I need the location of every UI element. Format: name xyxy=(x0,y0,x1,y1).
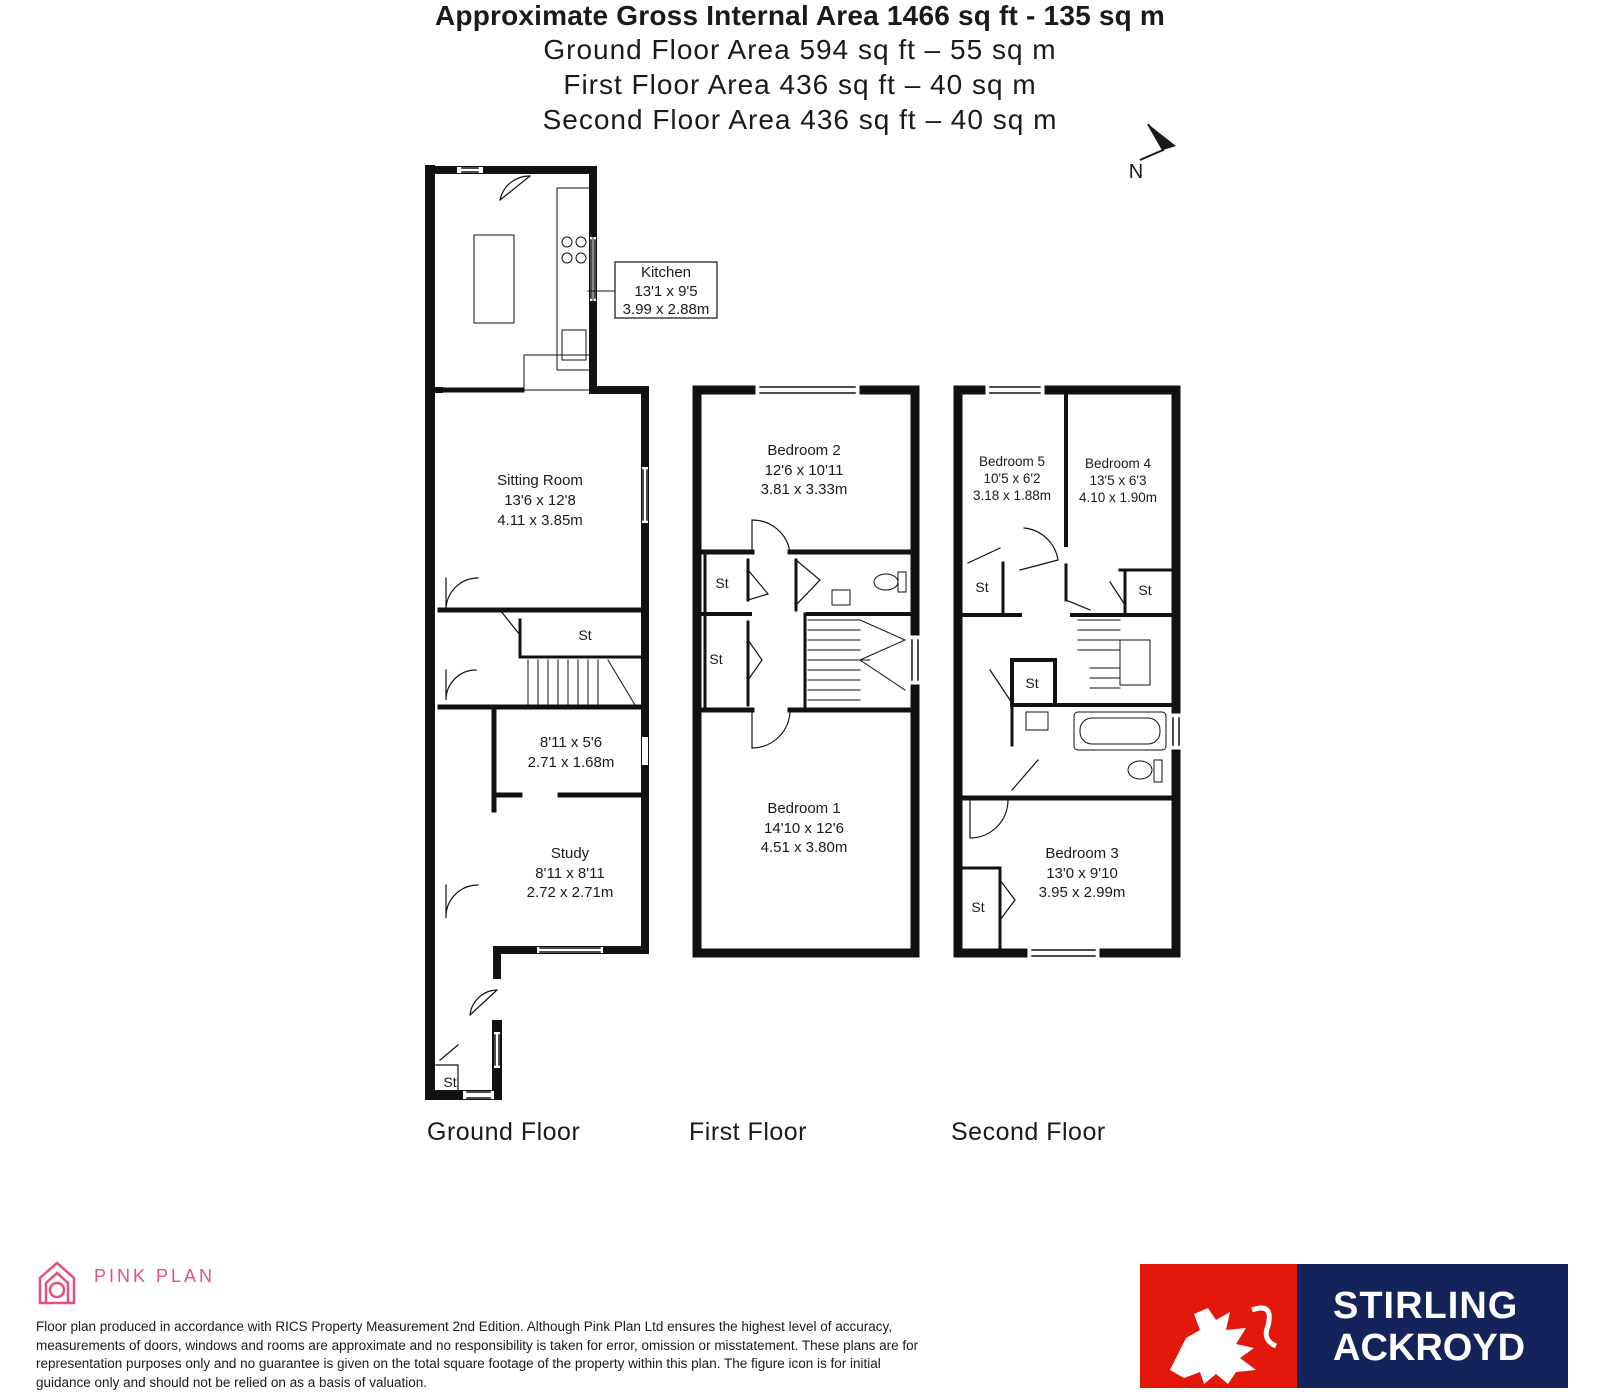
second-floor-label: Second Floor xyxy=(951,1118,1106,1146)
logo-navy-panel xyxy=(1297,1264,1568,1388)
bedroom-5-metric: 3.18 x 1.88m xyxy=(972,488,1052,503)
sitting-room-metric: 4.11 x 3.85m xyxy=(497,512,583,529)
utility-imperial: 8'11 x 5'6 xyxy=(539,734,603,751)
bedroom-5-imperial: 10'5 x 6'2 xyxy=(983,471,1041,486)
bedroom-5-name: Bedroom 5 xyxy=(978,454,1046,469)
first-floor-labels xyxy=(709,442,847,856)
utility-metric: 2.71 x 1.68m xyxy=(527,754,615,771)
bedroom-4-metric: 4.10 x 1.90m xyxy=(1078,490,1158,505)
first-floor-area: First Floor Area 436 sq ft – 40 sq m xyxy=(563,69,1037,100)
kitchen-name: Kitchen xyxy=(640,264,692,281)
storage-label: St xyxy=(1138,582,1152,598)
bedroom-3-metric: 3.95 x 2.99m xyxy=(1038,884,1126,901)
kitchen-metric: 3.99 x 2.88m xyxy=(622,301,710,318)
bedroom-3-imperial: 13'0 x 9'10 xyxy=(1046,865,1118,882)
sitting-room-imperial: 13'6 x 12'8 xyxy=(504,492,576,509)
bedroom-4-name: Bedroom 4 xyxy=(1084,456,1152,471)
agent-name-line-2: ACKROYD xyxy=(1333,1327,1526,1369)
kitchen-imperial: 13'1 x 9'5 xyxy=(634,283,698,300)
storage-label: St xyxy=(975,579,989,595)
bedroom-1-metric: 4.51 x 3.80m xyxy=(760,839,848,856)
bedroom-2-imperial: 12'6 x 10'11 xyxy=(764,462,844,479)
storage-label: St xyxy=(578,627,592,643)
first-floor-label: First Floor xyxy=(689,1118,807,1146)
bedroom-1-imperial: 14'10 x 12'6 xyxy=(764,820,844,837)
gross-area-title: Approximate Gross Internal Area 1466 sq ft - 135 sq m xyxy=(434,0,1166,31)
storage-label: St xyxy=(709,651,723,667)
ground-floor-label: Ground Floor xyxy=(427,1118,581,1146)
study-name: Study xyxy=(550,845,590,862)
north-arrow-icon xyxy=(1129,124,1176,183)
stirling-ackroyd-logo xyxy=(1140,1264,1568,1388)
pink-plan-wordmark: PINK PLAN xyxy=(94,1266,216,1286)
study-imperial: 8'11 x 8'11 xyxy=(535,865,605,882)
disclaimer-text: Floor plan produced in accordance with RICS Property Measurement 2nd Edition. Although Pink Plan Ltd ensures the highest level of accuracy, measurements of doors, windows and rooms are approximate and no responsibility is taken for error, omission or misstatement. These plans are for representation purposes only and no guarantee is given on the total square footage of the property within this plan. The figure icon is for initial guidance only and should not be relied on as a basis of valuation. xyxy=(36,1319,919,1390)
ground-floor-area: Ground Floor Area 594 sq ft – 55 sq m xyxy=(543,34,1057,65)
bedroom-3-name: Bedroom 3 xyxy=(1045,845,1119,862)
agent-name-line-1: STIRLING xyxy=(1333,1285,1519,1327)
north-label: N xyxy=(1128,161,1144,183)
second-floor-area: Second Floor Area 436 sq ft – 40 sq m xyxy=(542,104,1058,135)
study-metric: 2.72 x 2.71m xyxy=(526,884,614,901)
bedroom-2-name: Bedroom 2 xyxy=(767,442,841,459)
pink-plan-logo-icon xyxy=(40,1263,74,1303)
storage-label: St xyxy=(971,899,985,915)
storage-label: St xyxy=(715,575,729,591)
logo-red-panel xyxy=(1140,1264,1297,1388)
bedroom-4-imperial: 13'5 x 6'3 xyxy=(1089,473,1147,488)
storage-label: St xyxy=(443,1074,457,1090)
storage-label: St xyxy=(1025,675,1039,691)
sitting-room-name: Sitting Room xyxy=(497,472,583,489)
bedroom-2-metric: 3.81 x 3.33m xyxy=(760,481,848,498)
bedroom-1-name: Bedroom 1 xyxy=(767,800,841,817)
